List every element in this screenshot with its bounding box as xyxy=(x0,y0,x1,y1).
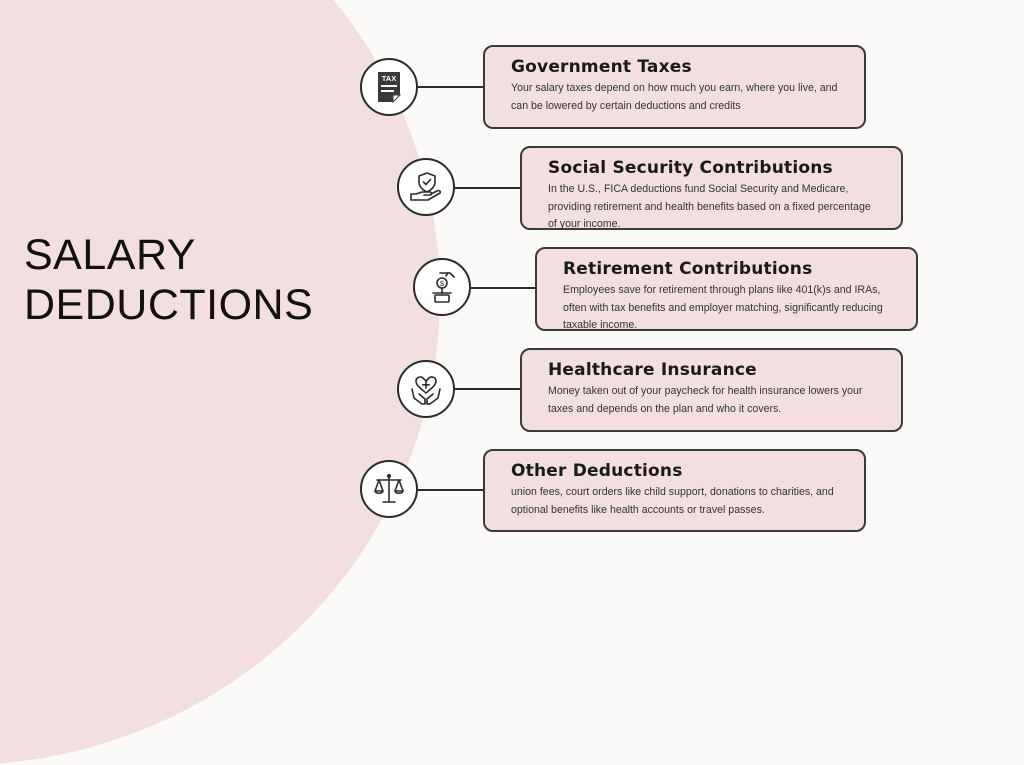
card-heading: Other Deductions xyxy=(511,461,683,481)
hand-shield-icon xyxy=(397,158,455,216)
card-heading: Retirement Contributions xyxy=(563,259,813,279)
hands-heart-icon xyxy=(397,360,455,418)
scales-icon xyxy=(360,460,418,518)
card-text: Money taken out of your paycheck for health insurance lowers your taxes and depends on the plan and who it covers. xyxy=(548,385,863,415)
tax-icon-label: TAX xyxy=(381,74,397,83)
tax-document-icon xyxy=(360,58,418,116)
card-text: union fees, court orders like child support, donations to charities, and optional benefits like health accounts or travel passes. xyxy=(511,486,834,516)
card-heading: Healthcare Insurance xyxy=(548,360,757,380)
card-social-security xyxy=(520,146,903,230)
card-other-deductions xyxy=(483,449,866,532)
connector-line xyxy=(455,388,521,390)
connector-line xyxy=(418,86,484,88)
title-line-2: DEDUCTIONS xyxy=(24,281,314,329)
card-text: Employees save for retirement through plans like 401(k)s and IRAs, often with tax benefits and employer matching, significantly reducing taxable income. xyxy=(563,284,883,331)
card-healthcare xyxy=(520,348,903,432)
connector-line xyxy=(418,489,484,491)
card-retirement xyxy=(535,247,918,331)
connector-line xyxy=(471,287,536,289)
card-text: In the U.S., FICA deductions fund Social Security and Medicare, providing retirement and health benefits based on a fixed percentage of your income. xyxy=(548,183,871,230)
card-heading: Social Security Contributions xyxy=(548,158,833,178)
connector-line xyxy=(455,187,521,189)
page-title xyxy=(24,230,313,330)
card-text: Your salary taxes depend on how much you earn, where you live, and can be lowered by certain deductions and credits xyxy=(511,82,838,112)
background-blob xyxy=(0,0,440,765)
title-line-1: SALARY xyxy=(24,231,196,279)
card-government-taxes xyxy=(483,45,866,129)
card-heading: Government Taxes xyxy=(511,57,692,77)
svg-text:$: $ xyxy=(440,281,444,288)
coin-deposit-icon xyxy=(413,258,471,316)
